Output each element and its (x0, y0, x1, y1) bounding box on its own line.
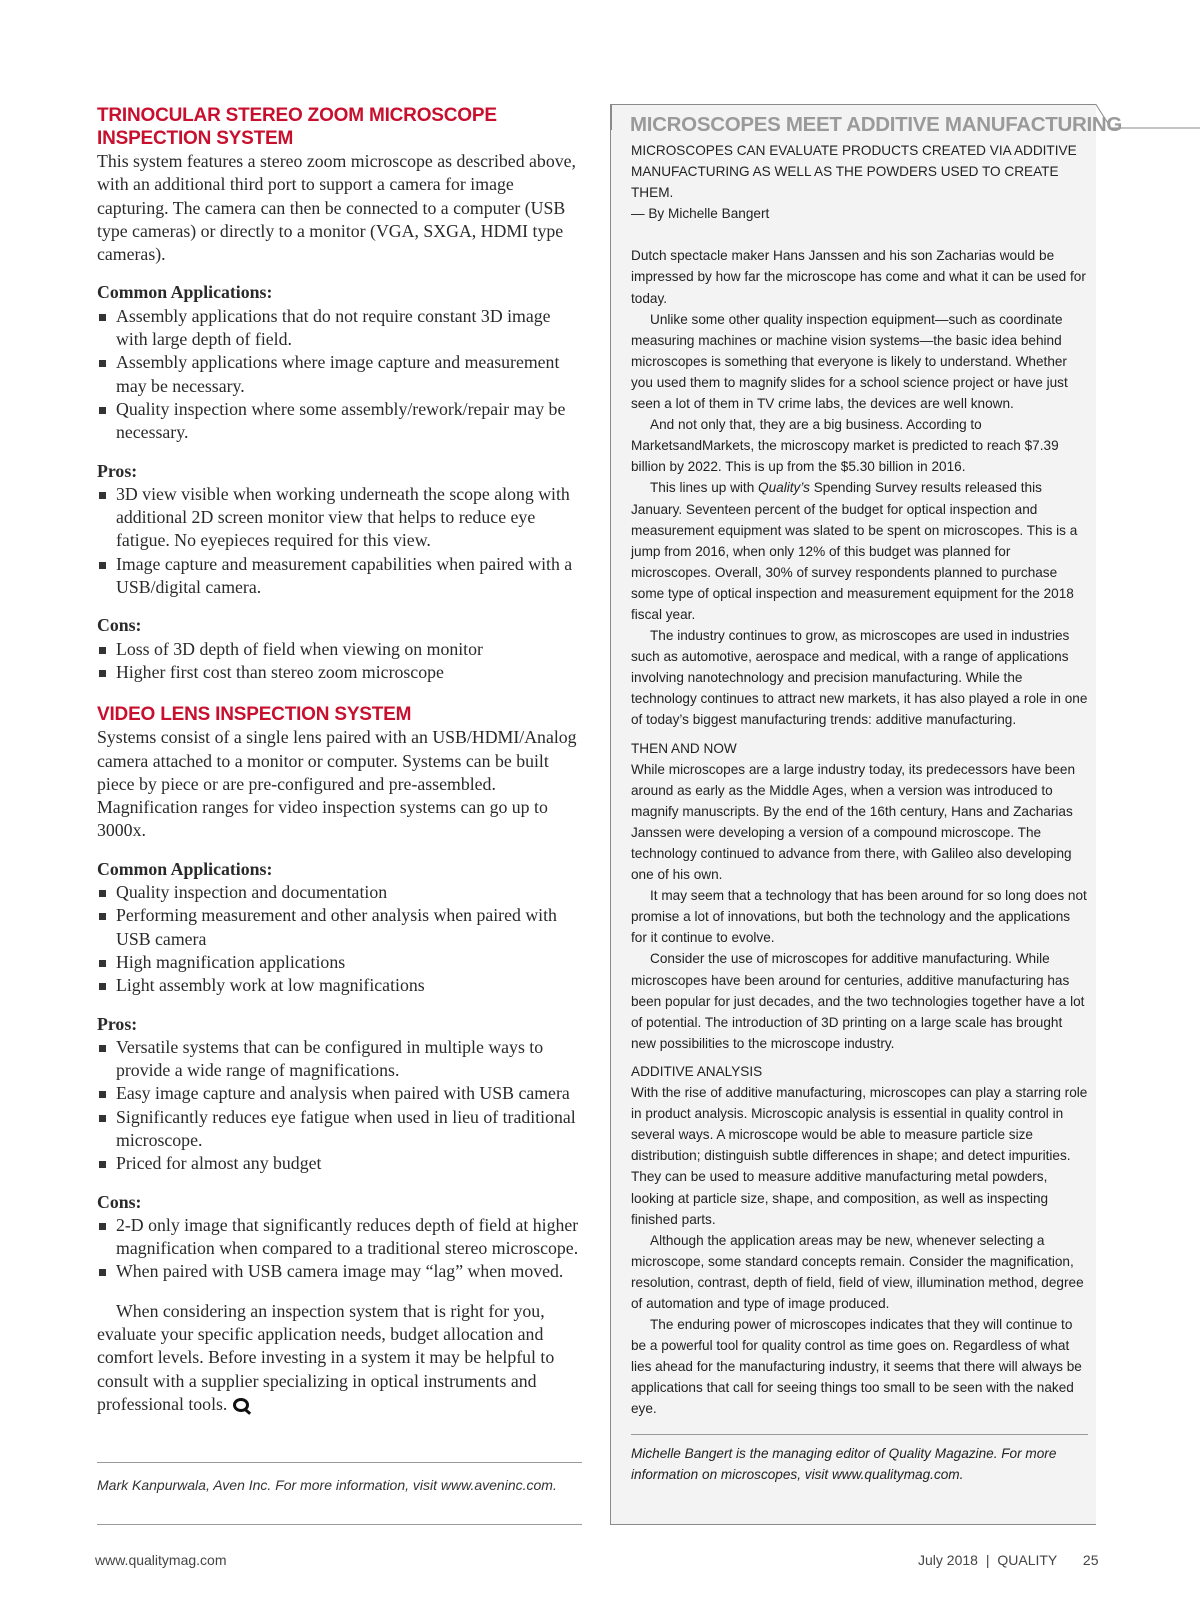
sidebar-byline: — By Michelle Bangert (631, 206, 770, 222)
sidebar-paragraph: The enduring power of microscopes indicates that they will continue to be a powerful tool for quality control as time goes on. Regardless of what lies ahead for the manufacturing industry, it seems that there will always be applications that call for seeing things too small to be seen with the naked eye. (631, 1317, 1082, 1417)
bullet-list (97, 483, 582, 599)
page-number: 25 (1082, 1552, 1099, 1568)
list-item: Easy image capture and analysis when paired with USB camera (97, 1082, 582, 1105)
list-item: Image capture and measurement capabilities when paired with a USB/digital camera. (97, 553, 582, 600)
sidebar-subhead: ADDITIVE ANALYSIS (631, 1063, 763, 1079)
sidebar-paragraph: The industry continues to grow, as microscopes are used in industries such as automotive, aerospace and medical, with a range of applications involving nanotechnology and precision manufacturing. While the technology continues to attract new markets, it has also played a role in one of today’s biggest manufacturing trends: additive manufacturing. (631, 628, 1088, 728)
list-item: Quality inspection and documentation (97, 881, 582, 904)
sidebar-deck: MICROSCOPES CAN EVALUATE PRODUCTS CREATED VIA ADDITIVE MANUFACTURING AS WELL AS THE POWDERS USED TO CREATE THEM. (631, 143, 1077, 201)
list-item: 2-D only image that significantly reduces depth of field at higher magnification when compared to a traditional stereo microscope. (97, 1214, 582, 1261)
main-article-column (97, 104, 582, 1416)
list-item: Significantly reduces eye fatigue when used in lieu of traditional microscope. (97, 1106, 582, 1153)
sidebar-paragraph: Dutch spectacle maker Hans Janssen and his son Zacharias would be impressed by how far the microscope has come and what it can be used for today. (631, 248, 1086, 306)
sidebar-paragraph: Consider the use of microscopes for additive manufacturing. While microscopes have been around for centuries, additive manufacturing has been popular for just decades, and the two technologies together have a lot of potential. The introduction of 3D printing on a large scale has brought new possibilities to the microscope industry. (631, 951, 1085, 1051)
author-credit: Mark Kanpurwala, Aven Inc. For more information, visit www.aveninc.com. (97, 1477, 557, 1493)
sidebar-paragraph: While microscopes are a large industry today, its predecessors have been around as early as the Middle Ages, when a version was introduced to magnify manuscripts. By the end of the 16th century, Hans and Zacharias Janssen were developing a version of a compound microscope. The technology continued to advance from there, with Galileo also developing one of his own. (631, 761, 1076, 883)
list-item: Assembly applications where image capture and measurement may be necessary. (97, 351, 582, 398)
section-intro: This system features a stereo zoom microscope as described above, with an additional third port to support a camera for image capturing. The camera can then be connected to a computer (USB type cameras) or directly to a monitor (VGA, SXGA, HDMI type cameras). (97, 151, 576, 265)
sidebar-box (610, 104, 1123, 1525)
sidebar-credit: Michelle Bangert is the managing editor of Quality Magazine. For more information on microscopes, visit www.qualitymag.com. (631, 1445, 1057, 1482)
subhead-pros: Pros: (97, 1013, 138, 1034)
sidebar-subhead: THEN AND NOW (631, 740, 737, 756)
bullet-list (97, 305, 582, 445)
sidebar-credit-divider (631, 1434, 1088, 1435)
bullet-list (97, 1036, 582, 1176)
list-item: 3D view visible when working underneath the scope along with additional 2D screen monitor view that helps to reduce eye fatigue. No eyepieces required for this view. (97, 483, 582, 553)
list-item: Performing measurement and other analysis when paired with USB camera (97, 904, 582, 951)
list-item: Loss of 3D depth of field when viewing on monitor (97, 638, 582, 661)
sidebar-paragraph: And not only that, they are a big business. According to MarketsandMarkets, the microscopy market is predicted to reach $7.39 billion by 2022. This is up from the $5.30 billion in 2016. (631, 417, 1059, 475)
list-item: Higher first cost than stereo zoom microscope (97, 661, 582, 684)
credit-divider (97, 1462, 582, 1463)
list-item: Light assembly work at low magnifications (97, 974, 582, 997)
sidebar-paragraph: Although the application areas may be new, whenever selecting a microscope, some standard concepts remain. Consider the magnification, resolution, contrast, depth of field, field of view, illumination method, degree of automation and type of image produced. (631, 1232, 1084, 1311)
sidebar-body (631, 140, 1088, 1485)
list-item: Assembly applications that do not require constant 3D image with large depth of field. (97, 305, 582, 352)
list-item: Priced for almost any budget (97, 1152, 582, 1175)
quality-q-end-icon (233, 1398, 249, 1412)
closing-paragraph: When considering an inspection system that is right for you, evaluate your specific application needs, budget allocation and comfort levels. Before investing in a system it may be helpful to consult with a supplier specializing in optical instruments and professional tools. (97, 1300, 555, 1414)
list-item: When paired with USB camera image may “lag” when moved. (97, 1260, 582, 1283)
section-intro: Systems consist of a single lens paired with an USB/HDMI/Analog camera attached to a monitor or computer. Systems can be built piece by piece or are pre-configured and pre-assembled. Magnification ranges for video inspection systems can go up to 3000x. (97, 727, 577, 841)
list-item: High magnification applications (97, 951, 582, 974)
subhead-common-applications: Common Applications: (97, 282, 273, 303)
bullet-list (97, 881, 582, 997)
subhead-cons: Cons: (97, 1191, 142, 1212)
section-heading-video-lens: VIDEO LENS INSPECTION SYSTEM (97, 704, 412, 726)
sidebar-paragraph: With the rise of additive manufacturing, microscopes can play a starring role in product analysis. Microscopic analysis is essential in quality control in several ways. A microscope would be able to measure particle size distribution; distinguish subtle differences in shape; and detect impurities. They can be used to measure additive manufacturing metal powders, looking at particle size, shape, and composition, as well as inspecting finished parts. (631, 1085, 1088, 1227)
subhead-common-applications: Common Applications: (97, 858, 273, 879)
list-item: Quality inspection where some assembly/rework/repair may be necessary. (97, 398, 582, 445)
subhead-pros: Pros: (97, 460, 138, 481)
column-bottom-rule (97, 1524, 582, 1525)
sidebar-paragraph: It may seem that a technology that has been around for so long does not promise a lot of innovations, but both the technology and the applications for it continue to evolve. (631, 888, 1087, 946)
subhead-cons: Cons: (97, 615, 142, 636)
bullet-list (97, 1214, 582, 1284)
footer-issue: July 2018 | QUALITY 25 (918, 1552, 1099, 1568)
footer-magazine: QUALITY (997, 1552, 1058, 1568)
footer-url: www.qualitymag.com (95, 1552, 227, 1568)
list-item: Versatile systems that can be configured in multiple ways to provide a wide range of magnifications. (97, 1036, 582, 1083)
bullet-list (97, 638, 582, 685)
sidebar-title: MICROSCOPES MEET ADDITIVE MANUFACTURING (630, 113, 1123, 136)
sidebar-paragraph: Unlike some other quality inspection equipment—such as coordinate measuring machines or machine vision systems—the basic idea behind microscopes is something that everyone is likely to understand. Whether you used them to magnify slides for a school science project or have just seen a lot of them in TV crime labs, the devices are well known. (631, 311, 1068, 412)
sidebar-paragraph: This lines up with Quality’s Spending Survey results released this January. Seventeen percent of the budget for optical inspection and measurement equipment was slated to be spent on microscopes. This is a jump from 2016, when only 12% of this budget was planned for microscopes. Overall, 30% of survey respondents planned to purchase some type of optical inspection and measurement equipment for the 2018 fiscal year. (631, 480, 1078, 622)
section-heading-trinocular: TRINOCULAR STEREO ZOOM MICROSCOPE INSPECTION SYSTEM (97, 105, 497, 149)
